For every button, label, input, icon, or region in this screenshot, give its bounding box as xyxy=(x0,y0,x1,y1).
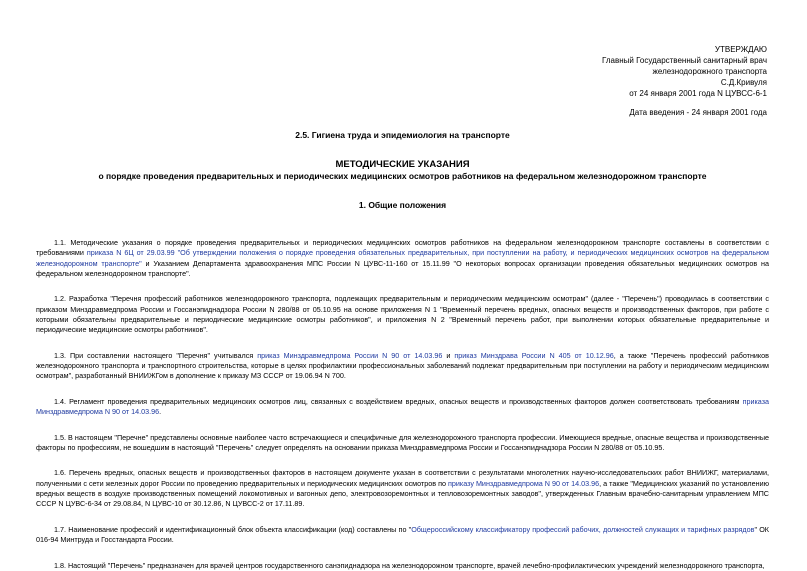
approval-line: УТВЕРЖДАЮ xyxy=(714,45,767,54)
paragraph-1-4 xyxy=(36,397,769,418)
paragraph-text: , а также "Перечень профессий работников железнодорожного транспорта и транспортного строительства, которые в целях профилактики профессиональных заболеваний подлежат предварительным при поступлении на работу и периодическим медицинским осмотрам", разработанный ВНИИЖГом в дополнение к приказу МЗ СССР от 19.06.94 N 700. xyxy=(36,350,769,381)
approval-line: Главный Государственный санитарный врач xyxy=(601,56,767,65)
paragraph-1-2 xyxy=(36,294,769,335)
document-subtitle: о порядке проведения предварительных и периодических медицинских осмотров работников на федеральном железнодорожном транспорте xyxy=(98,171,707,181)
link-order-405[interactable]: приказ Минздрава России N 405 от 10.12.96 xyxy=(454,350,614,360)
chapter-heading: 1. Общие положения xyxy=(358,200,447,210)
link-order-90[interactable]: приказа Минздравмедпрома N 90 от 14.03.96 xyxy=(36,396,769,417)
paragraph-text: и xyxy=(442,350,455,360)
paragraph-1-6 xyxy=(36,468,769,509)
paragraph-1-7 xyxy=(36,525,769,546)
section-heading: 2.5. Гигиена труда и эпидемиология на транспорте xyxy=(295,130,510,140)
paragraph-text: . xyxy=(159,407,162,417)
paragraph-text: 1.4. Регламент проведения предварительных медицинских осмотров лиц, связанных с воздействием вредных, опасных веществ и производственных факторов должен соответствовать требованиям xyxy=(54,396,743,406)
link-classifier[interactable]: Общероссийскому классификатору профессий рабочих, должностей служащих и тарифных разрядов xyxy=(411,524,755,534)
document-title: МЕТОДИЧЕСКИЕ УКАЗАНИЯ xyxy=(335,159,470,170)
paragraph-text: 1.5. В настоящем "Перечне" представлены основные наиболее часто встречающиеся и специфичные для железнодорожного транспорта профессии. Имеющиеся вредные, опасные вещества и производственные факторы по профессиям, не вошедшим в настоящий "Перечень" следует определять на основании приказа Минздравмедпрома России и Госсанэпиднадзора России N 280/88 от 05.10.95. xyxy=(36,432,769,452)
document-body xyxy=(36,238,769,571)
paragraph-text: 1.1. Методические указания о порядке проведения предварительных и периодических медицинских осмотров работников на федеральном железнодорожном транспорте составлены в соответствии с требованиями xyxy=(36,238,769,258)
paragraph-text: 1.3. При составлении настоящего "Перечня" учитывался xyxy=(54,350,258,360)
paragraph-text: 1.2. Разработка "Перечня профессий работников железнодорожного транспорта, подлежащих предварительным и периодическим медицинским осмотрам" (далее - "Перечень") проводилась в соответствии с приказом Минздравмедпрома России и Госсанэпиднадзора России N 280/88 от 05.10.95 на основе приложения N 1 "Временный перечень вредных, опасных веществ и производственных факторов, при работе с которыми обязательны предварительные и периодические медицинские осмотры работников", и приложения N 2 "Временный перечень работ, при выполнении которых обязательные предварительные и периодические медицинские осмотры работников". xyxy=(36,294,769,335)
intro-date: Дата введения - 24 января 2001 года xyxy=(629,108,767,117)
paragraph-text: и Указанием Департамента здравоохранения МПС России N ЦУВС-11-160 от 15.11.99 "О некоторых вопросах организации проведения обязательных медицинских осмотров на федеральном железнодорожном транспорте". xyxy=(36,258,770,278)
paragraph-text: , а также "Медицинских указаний по установлению вредных веществ в воздухе производственных помещений локомотивных и вагонных депо, электровозоремонтных и тепловозоремонтных заводов", утвержденных Главным врачебно-санитарным управлением МПС СССР N ЦУВС-6-34 от 29.08.84, N ЦУВС-10 от 30.12.86, N ЦУВСС-2 от 17.11.89. xyxy=(36,478,769,509)
link-order-90[interactable]: приказу Минздравмедпрома N 90 от 14.03.96 xyxy=(448,478,600,488)
paragraph-text: " ОК 016-94 Минтруда и Госстандарта России. xyxy=(36,524,769,545)
paragraph-text: 1.6. Перечень вредных, опасных веществ и производственных факторов в настоящем документе указан в соответствии с результатами многолетних научно-исследовательских работ ВНИИЖГ, материалами, полученными с сети железных дорог России по проведению предварительных и периодических медицинских осмотров по xyxy=(36,468,769,488)
paragraph-1-1 xyxy=(36,238,769,279)
paragraph-1-8 xyxy=(36,561,769,571)
paragraph-text: 1.7. Наименование профессий и идентификационный блок объекта классификации (код) составлены по " xyxy=(54,524,412,534)
link-order-90[interactable]: приказ Минздравмедпрома России N 90 от 14.03.96 xyxy=(257,350,443,360)
approval-line: С.Д.Кривуля xyxy=(720,78,767,87)
paragraph-text: 1.8. Настоящий "Перечень" предназначен для врачей центров государственного санэпиднадзора на железнодорожном транспорте, врачей лечебно-профилактических учреждений железнодорожного транспорта, xyxy=(54,560,765,570)
link-order-6c[interactable]: приказа N 6Ц от 29.03.99 "Об утверждении положения о порядке проведения обязательных предварительных, при поступлении на работу, и периодических медицинских осмотров на федеральном железнодорожном транспорте" xyxy=(36,248,769,268)
approval-line: железнодорожного транспорта xyxy=(652,67,767,76)
paragraph-1-5 xyxy=(36,433,769,454)
approval-line: от 24 января 2001 года N ЦУВСС-6-1 xyxy=(629,89,767,98)
paragraph-1-3 xyxy=(36,351,769,382)
approval-block xyxy=(467,44,767,99)
